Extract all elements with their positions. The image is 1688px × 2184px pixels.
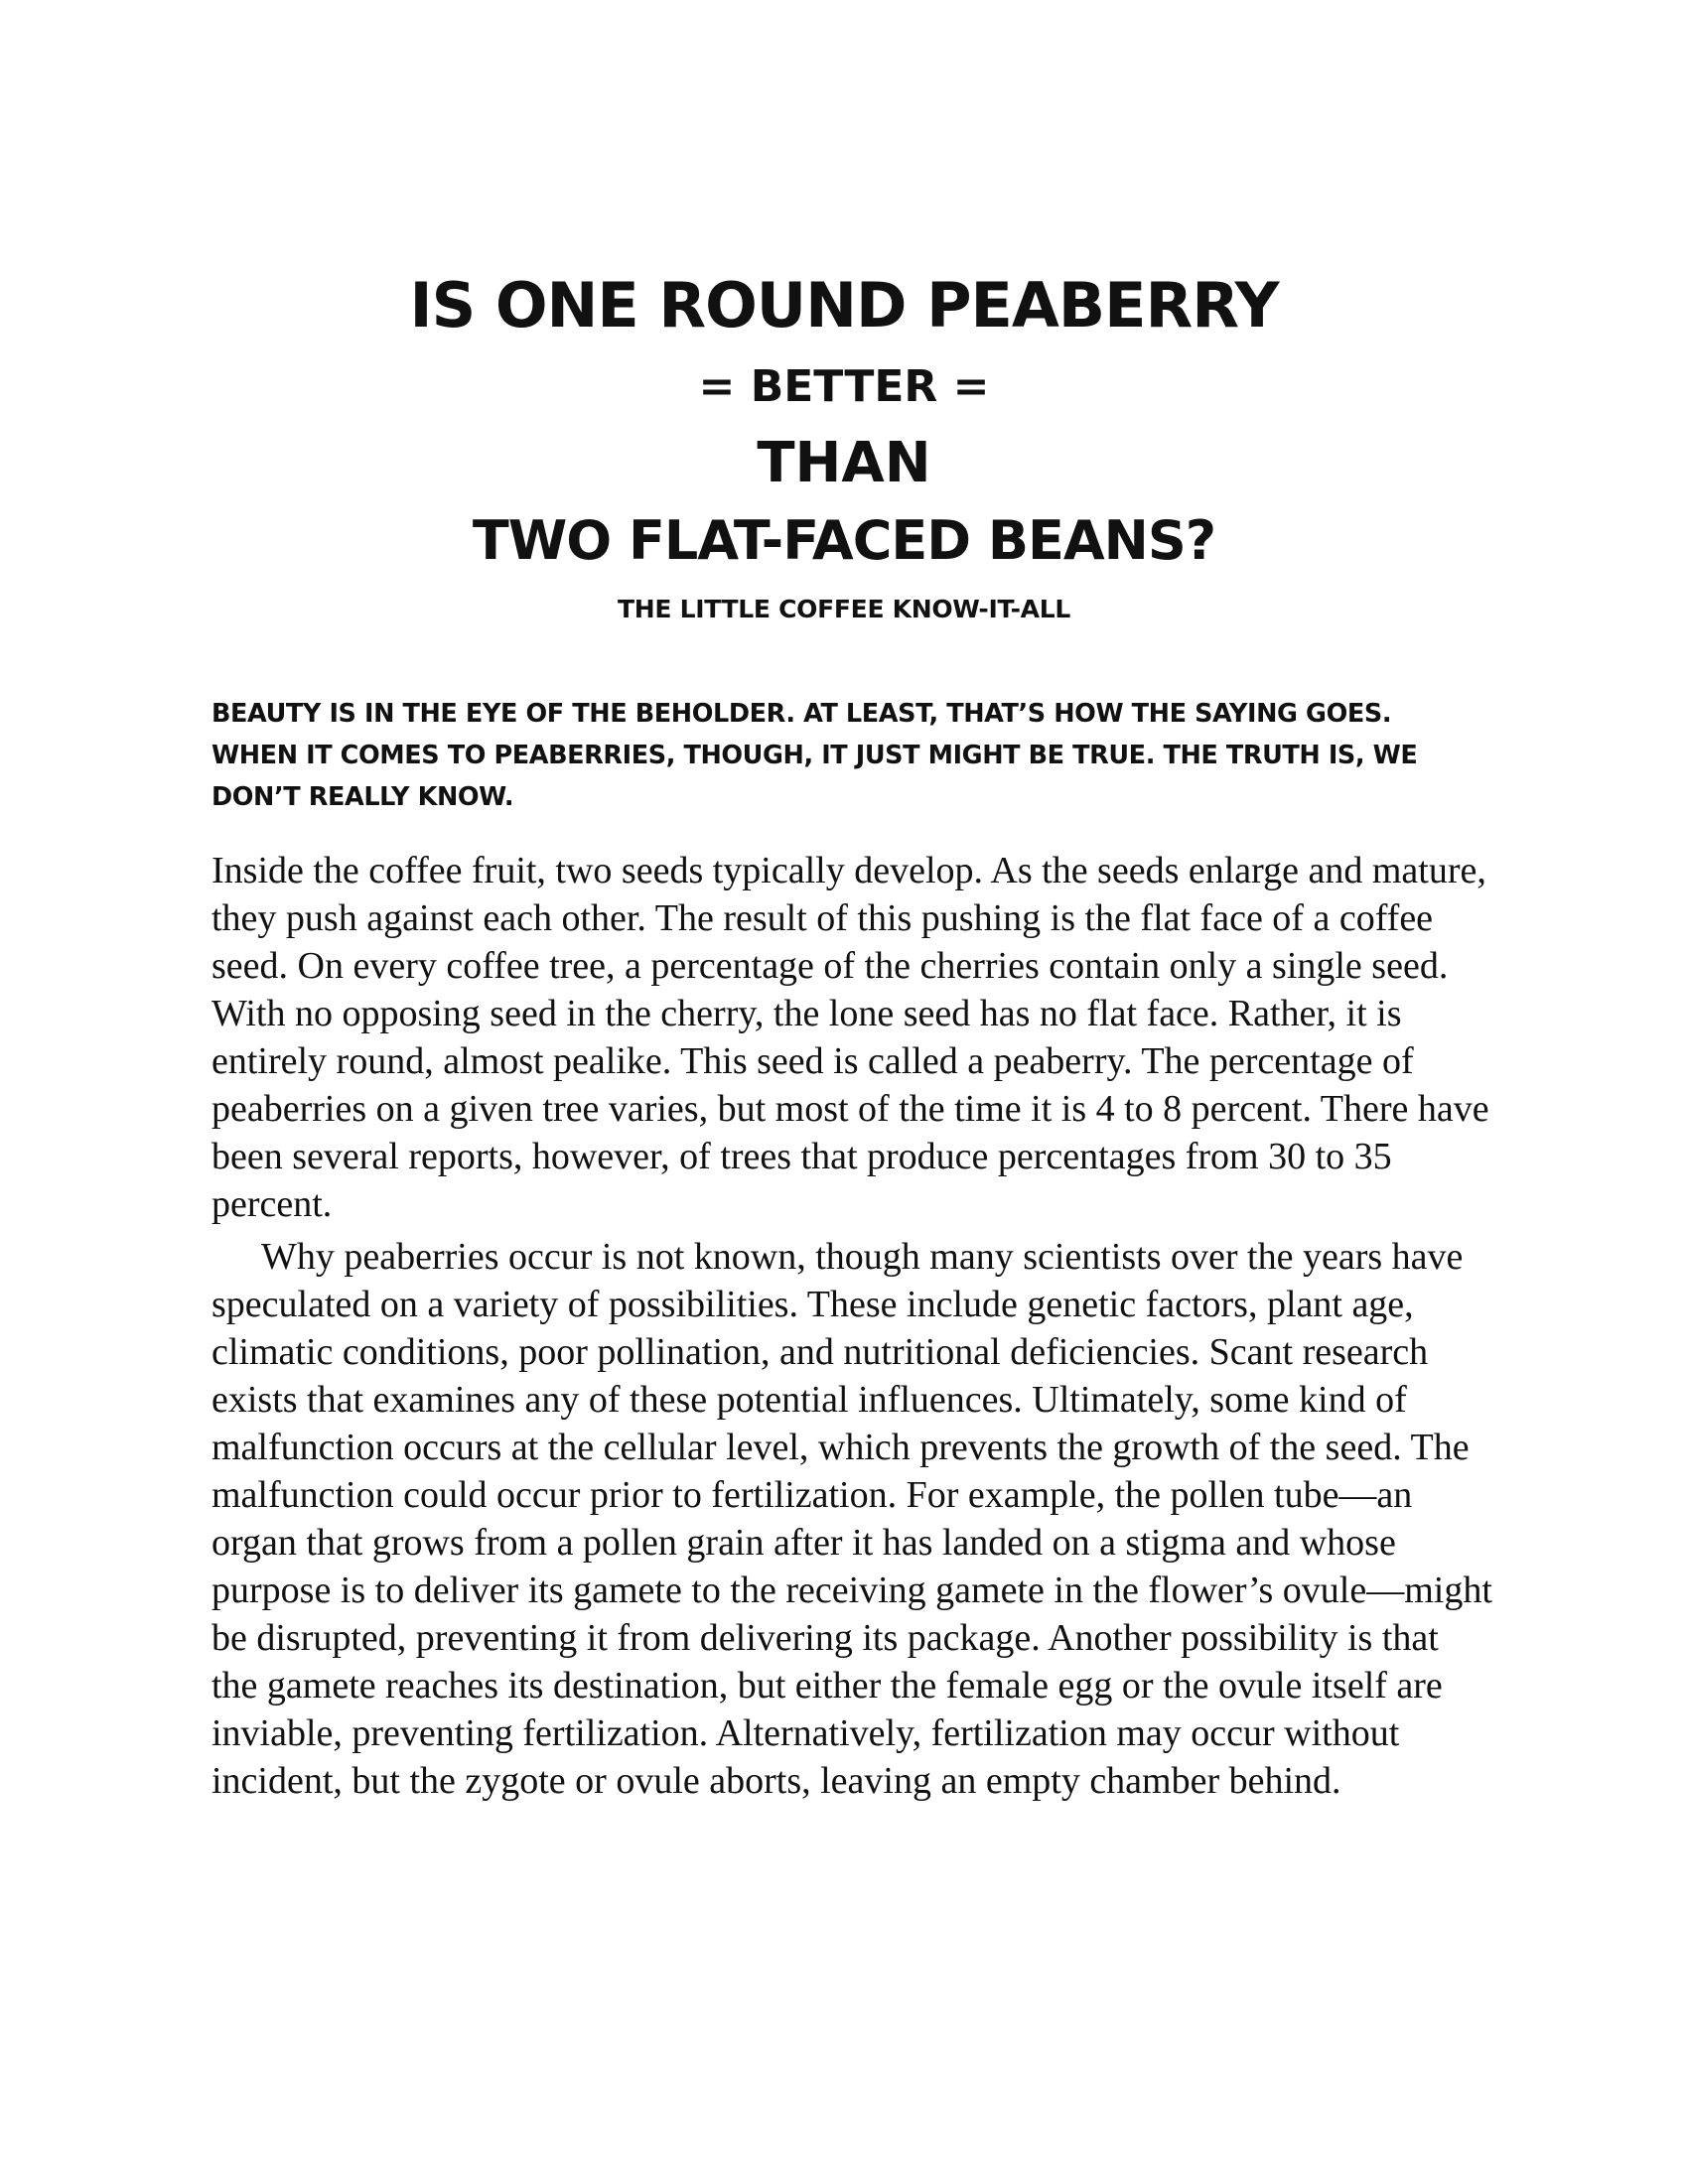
title-than: THAN [757,431,931,495]
page-title: IS ONE ROUND PEABERRY [409,269,1279,341]
lede-paragraph: BEAUTY IS IN THE EYE OF THE BEHOLDER. AT LEAST, THAT’S HOW THE SAYING GOES. WHEN IT COMES TO PEABERRIES, THOUGH, IT JUST MIGHT BE TRUE. THE TRUTH IS, WE DON’T REALLY KNOW. [211,699,1418,812]
title-question: TWO FLAT-FACED BEANS? [472,509,1216,572]
body-paragraph-2: Why peaberries occur is not known, though many scientists over the years have speculated on a variety of possibilities. These include genetic factors, plant age, climatic conditions, poor pollination, and nutritional deficiencies. Scant research exists that examines any of these potential influences. Ultimately, some kind of malfunction occurs at the cellular level, which prevents the growth of the seed. The malfunction could occur prior to fertilization. For example, the pollen tube—an organ that grows from a pollen grain after it has landed on a stigma and whose purpose is to deliver its gamete to the receiving gamete in the flower’s ovule—might be disrupted, preventing it from delivering its package. Another possibility is that the gamete reaches its destination, but either the female egg or the ovule itself are inviable, preventing fertilization. Alternatively, fertilization may occur without incident, but the zygote or ovule aborts, leaving an empty chamber behind. [211,1236,1492,1802]
title-better: = BETTER = [698,361,990,412]
series-byline: THE LITTLE COFFEE KNOW-IT-ALL [618,595,1070,623]
body-text [211,847,1492,1805]
body-paragraph-1: Inside the coffee fruit, two seeds typically develop. As the seeds enlarge and mature, they push against each other. The result of this pushing is the flat face of a coffee seed. On every coffee tree, a percentage of the cherries contain only a single seed. With no opposing seed in the cherry, the lone seed has no flat face. Rather, it is entirely round, almost pealike. This seed is called a peaberry. The percentage of peaberries on a given tree varies, but most of the time it is 4 to 8 percent. There have been several reports, however, of trees that produce percentages from 30 to 35 percent. [211,850,1489,1225]
title-block [0,260,1688,631]
